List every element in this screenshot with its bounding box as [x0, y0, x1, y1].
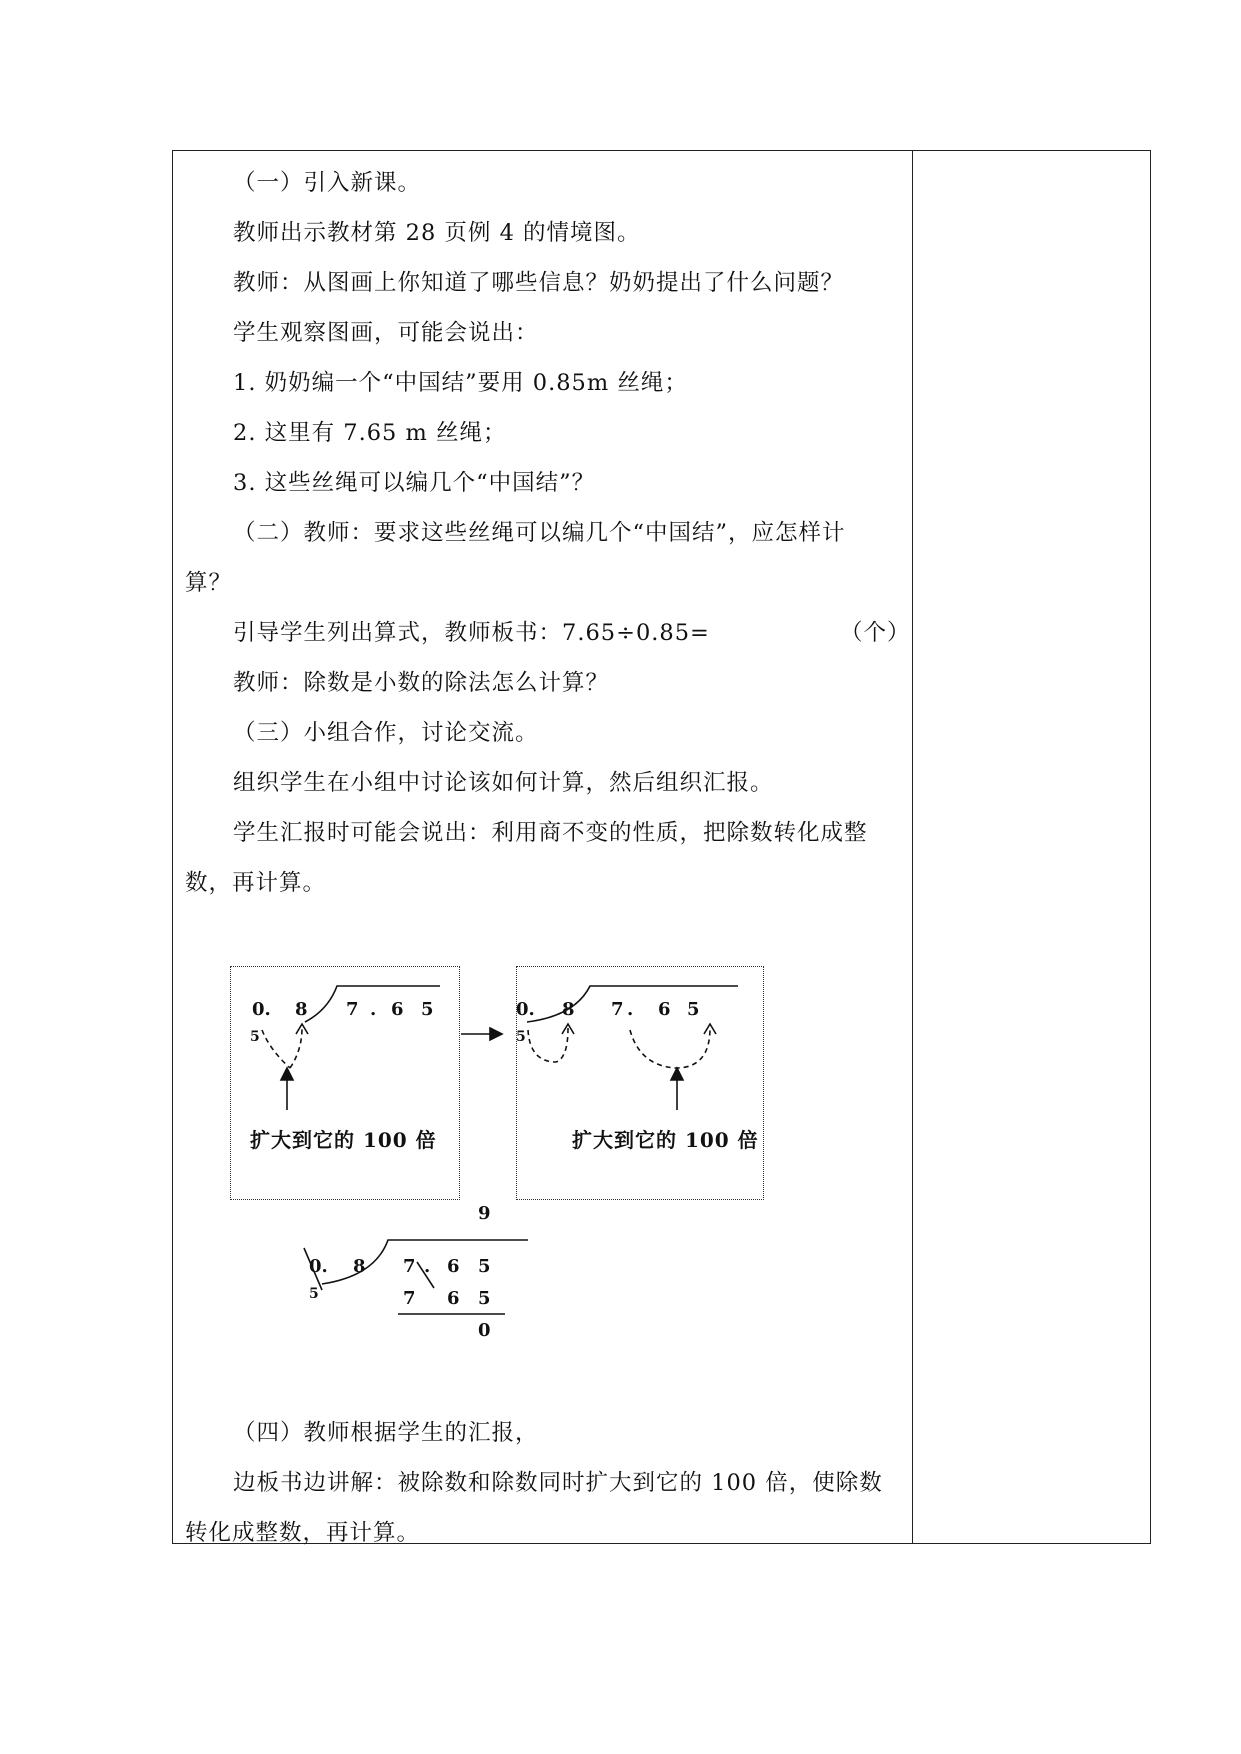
remainder: 0 [478, 1320, 491, 1341]
dividend-digit: 6 [447, 1256, 460, 1277]
division-bracket [322, 1240, 528, 1284]
box1-caption: 扩大到它的 100 倍 [250, 1128, 437, 1152]
text-line: 教师：从图画上你知道了哪些信息？奶奶提出了什么问题？ [233, 270, 845, 296]
dividend-digit: 6 [391, 999, 404, 1020]
text-line: 转化成整数，再计算。 [185, 1520, 421, 1546]
text-line: 数，再计算。 [185, 870, 327, 896]
product-digit: 7 [403, 1288, 416, 1309]
text-line: 教师：除数是小数的除法怎么计算？ [233, 670, 610, 696]
division-bracket [305, 986, 440, 1022]
dividend-digit: 7 [403, 1256, 416, 1277]
divisor-digit: 8 [562, 999, 575, 1020]
dividend-digit: 5 [421, 999, 434, 1020]
strike-mark [417, 1262, 434, 1288]
dividend-point: . [627, 999, 634, 1020]
dividend-digit: 7 [346, 999, 359, 1020]
text-line: 教师出示教材第 28 页例 4 的情境图。 [233, 220, 641, 246]
arrowhead [281, 1068, 293, 1080]
step-1-heading: （一）引入新课。 [233, 170, 422, 196]
step-4-heading: （四）教师根据学生的汇报， [233, 1420, 539, 1446]
list-item: 1. 奶奶编一个“中国结”要用 0.85m 丝绳； [233, 370, 688, 396]
divisor-int: 0. [252, 999, 271, 1020]
unit-label: （个） [840, 620, 911, 646]
product-digit: 5 [478, 1288, 491, 1309]
dividend-point: . [370, 999, 377, 1020]
text-line: 组织学生在小组中讨论该如何计算，然后组织汇报。 [233, 770, 774, 796]
divisor-digit: 8 [295, 999, 308, 1020]
dividend-digit: 5 [687, 999, 700, 1020]
divisor-int: 0. [516, 999, 535, 1020]
box2-caption: 扩大到它的 100 倍 [572, 1128, 759, 1152]
step-3-heading: （三）小组合作，讨论交流。 [233, 720, 539, 746]
text-line: 学生观察图画，可能会说出： [233, 320, 539, 346]
division-bracket [527, 986, 738, 1022]
divisor-digit: 8 [353, 1256, 366, 1277]
product-digit: 6 [447, 1288, 460, 1309]
text-line: 引导学生列出算式，教师板书：7.65÷0.85= [233, 620, 710, 646]
dividend-point: . [424, 1256, 431, 1277]
dividend-digit: 6 [658, 999, 671, 1020]
text-line: 边板书边讲解：被除数和除数同时扩大到它的 100 倍，使除数 [233, 1470, 883, 1496]
divisor-digit: 5 [516, 1029, 526, 1045]
list-item: 2. 这里有 7.65 m 丝绳； [233, 420, 507, 446]
step-2-heading: （二）教师：要求这些丝绳可以编几个“中国结”，应怎样计 [233, 520, 846, 546]
dividend-digit: 7 [611, 999, 624, 1020]
dividend-digit: 5 [478, 1256, 491, 1277]
divisor-digit: 5 [250, 1029, 260, 1045]
arrowhead [490, 1028, 502, 1040]
quotient: 9 [478, 1203, 491, 1224]
strike-mark [304, 1248, 322, 1290]
text-line: 算？ [185, 570, 233, 596]
arrowhead [671, 1068, 683, 1080]
text-line: 学生汇报时可能会说出：利用商不变的性质，把除数转化成整 [233, 820, 868, 846]
divisor-digit: 5 [309, 1286, 319, 1302]
dashed-arc [630, 1028, 710, 1068]
divisor-int: 0. [309, 1256, 328, 1277]
dashed-arc [262, 1030, 290, 1068]
list-item: 3. 这些丝绳可以编几个“中国结”？ [233, 470, 596, 496]
